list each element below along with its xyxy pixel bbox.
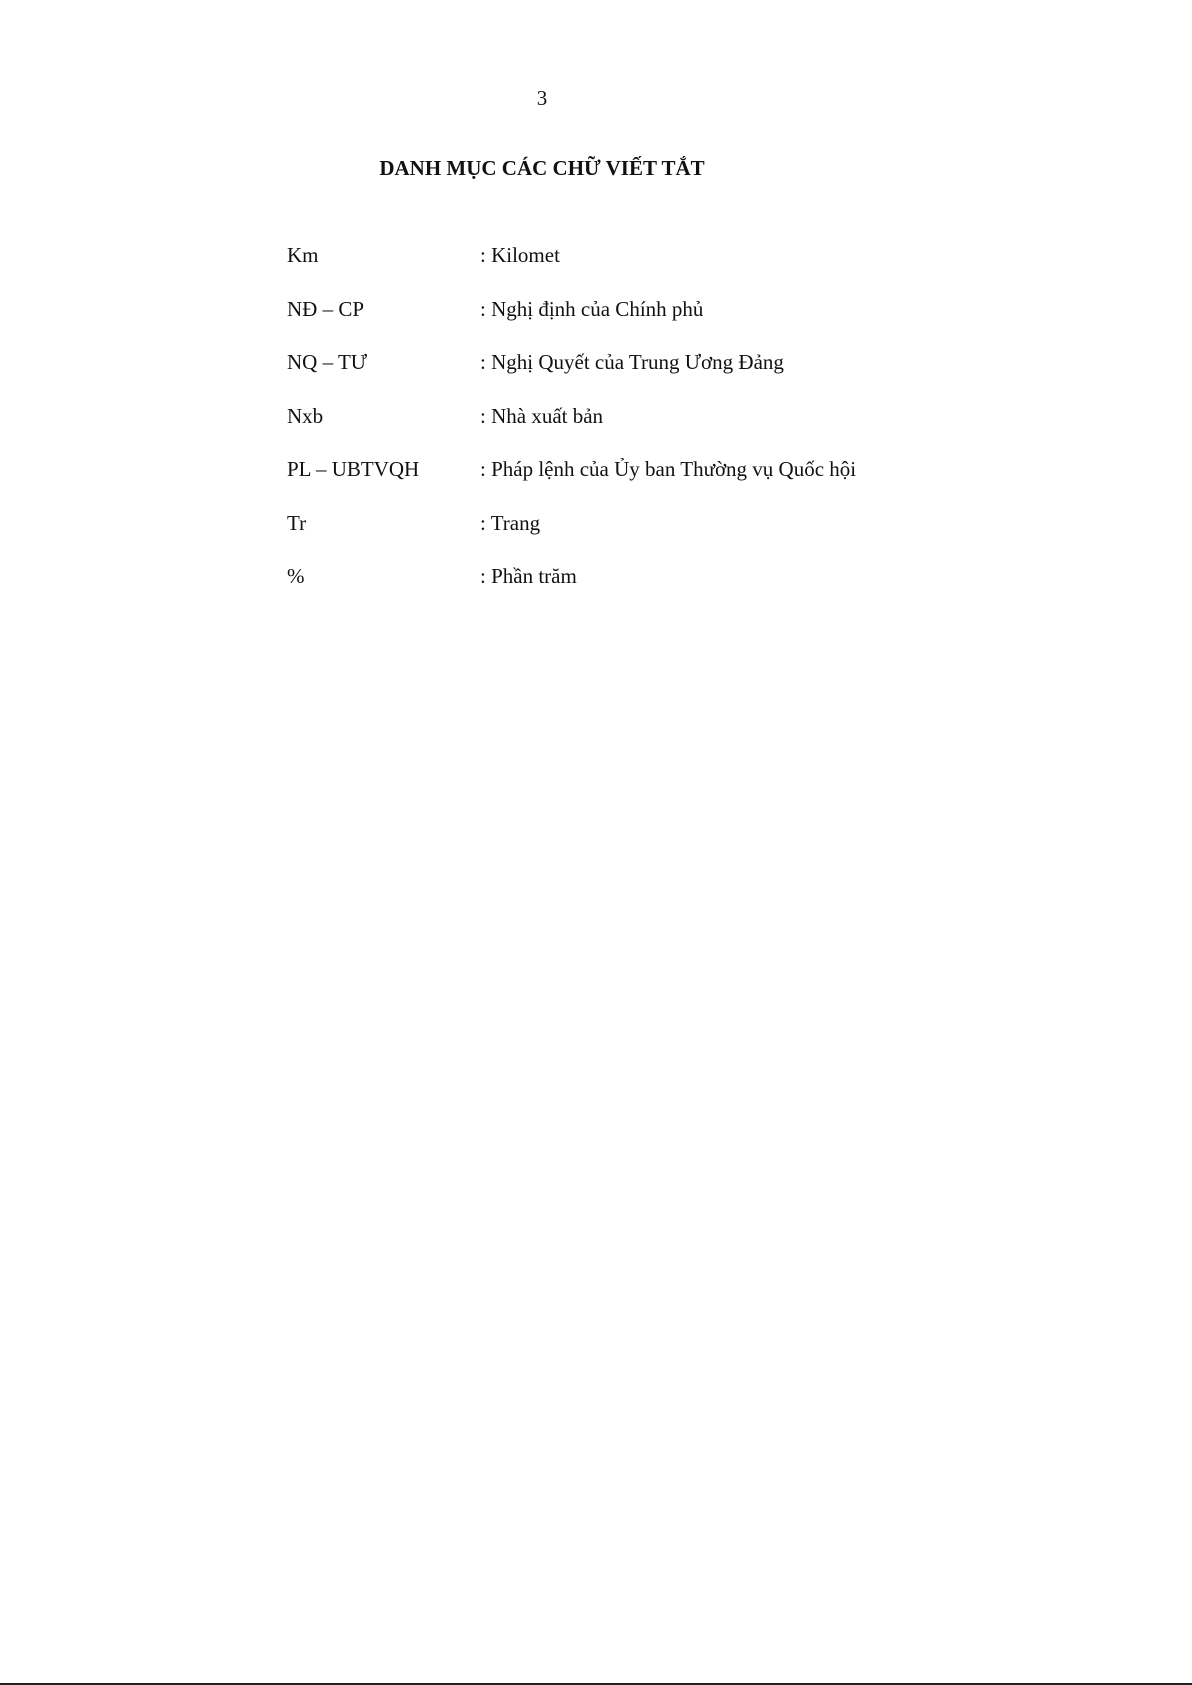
abbreviation-term: Nxb [287, 403, 324, 428]
abbreviation-term: NQ – TƯ [287, 350, 368, 374]
abbreviation-definition: : Nhà xuất bản [480, 403, 604, 428]
abbreviation-term: % [287, 564, 305, 588]
abbreviation-definition: : Nghị định của Chính phủ [480, 296, 704, 321]
page-title: DANH MỤC CÁC CHỮ VIẾT TẮT [379, 156, 705, 180]
abbreviation-row [287, 241, 987, 295]
abbreviation-list [287, 241, 987, 616]
abbreviation-row [287, 509, 987, 563]
abbreviation-term: Tr [287, 510, 307, 535]
abbreviation-term: Km [287, 243, 319, 267]
abbreviation-definition: : Kilomet [480, 243, 560, 267]
abbreviation-term: NĐ – CP [287, 296, 365, 321]
abbreviation-definition: : Trang [480, 510, 541, 535]
abbreviation-row [287, 295, 987, 349]
abbreviation-definition: : Nghị Quyết của Trung Ương Đảng [480, 350, 784, 374]
abbreviation-term: PL – UBTVQH [287, 457, 420, 481]
abbreviation-row [287, 562, 987, 616]
abbreviation-row [287, 455, 987, 509]
abbreviation-row [287, 348, 987, 402]
abbreviation-definition: : Pháp lệnh của Ủy ban Thường vụ Quốc hội [480, 457, 857, 481]
abbreviation-row [287, 402, 987, 456]
abbreviation-definition: : Phần trăm [480, 564, 577, 588]
page-number: 3 [536, 86, 548, 110]
